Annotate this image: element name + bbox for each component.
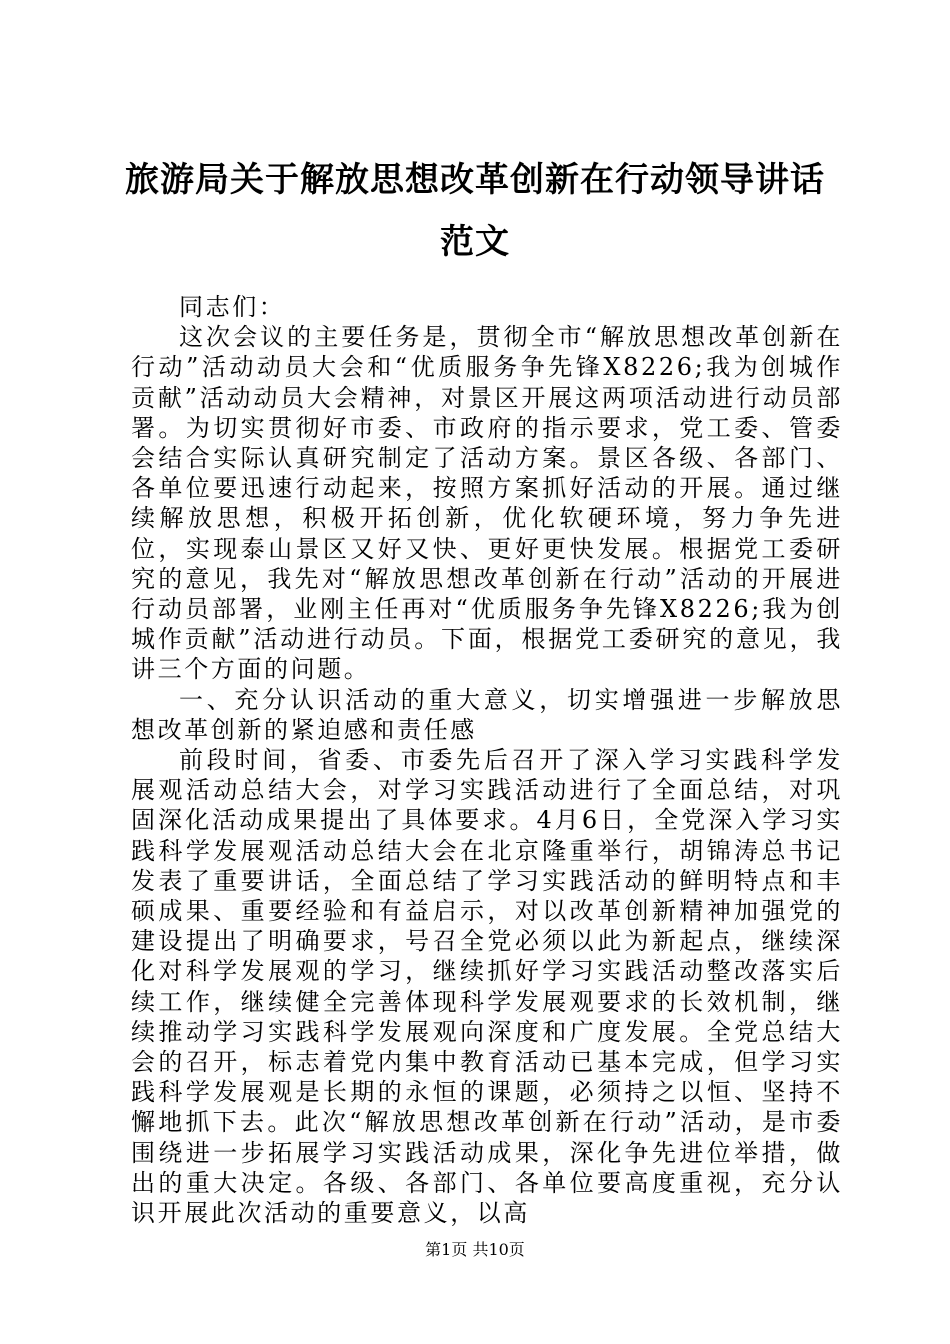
body-paragraph: 这次会议的主要任务是，贯彻全市“解放思想改革创新在行动”活动动员大会和“优质服务争先锋X8226;我为创城作贡献”活动动员大会精神，对景区开展这两项活动进行动员部署。为切实贯彻好市委、市政府的指示要求，党工委、管委会结合实际认真研究制定了活动方案。景区各级、各部门、各单位要迅速行动起来，按照方案抓好活动的开展。通过继续解放思想，积极开拓创新，优化软硬环境，努力争先进位，实现泰山景区又好又快、更好更快发展。根据党工委研究的意见，我先对“解放思想改革创新在行动”活动的开展进行动员部署，业刚主任再对“优质服务争先锋X8226;我为创城作贡献”活动进行动员。下面，根据党工委研究的意见，我讲三个方面的问题。 [131, 323, 843, 684]
page-footer: 第1页 共10页 [425, 1240, 525, 1259]
document-title-line2: 范文 [440, 222, 510, 262]
document-title-line1: 旅游局关于解放思想改革创新在行动领导讲话 [125, 160, 825, 200]
section-heading: 一、充分认识活动的重大意义，切实增强进一步解放思想改革创新的紧迫感和责任感 [131, 685, 843, 744]
document-body [131, 292, 843, 1228]
salutation-paragraph: 同志们： [179, 293, 286, 321]
body-paragraph: 前段时间，省委、市委先后召开了深入学习实践科学发展观活动总结大会，对学习实践活动进行了全面总结，对巩固深化活动成果提出了具体要求。4月6日，全党深入学习实践科学发展观活动总结大会在北京隆重举行，胡锦涛总书记发表了重要讲话，全面总结了学习实践活动的鲜明特点和丰硕成果、重要经验和有益启示，对以改革创新精神加强党的建设提出了明确要求，号召全党必须以此为新起点，继续深化对科学发展观的学习，继续抓好学习实践活动整改落实后续工作，继续健全完善体现科学发展观要求的长效机制，继续推动学习实践科学发展观向深度和广度发展。全党总结大会的召开，标志着党内集中教育活动已基本完成，但学习实践科学发展观是长期的永恒的课题，必须持之以恒、坚持不懈地抓下去。此次“解放思想改革创新在行动”活动，是市委围绕进一步拓展学习实践活动成果，深化争先进位举措，做出的重大决定。各级、各部门、各单位要高度重视，充分认识开展此次活动的重要意义，以高 [131, 746, 843, 1228]
